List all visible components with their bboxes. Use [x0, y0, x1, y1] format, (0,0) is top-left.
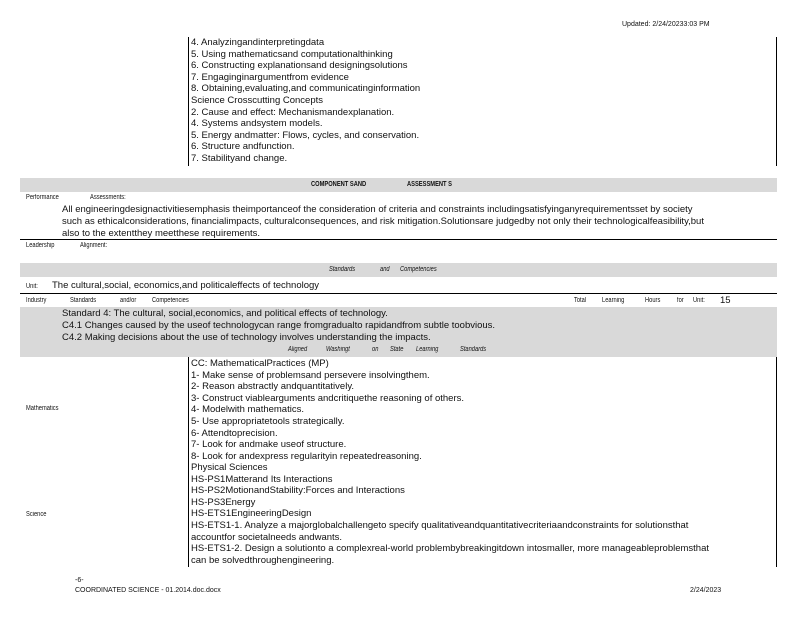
math-practice: 7- Look for andmake useof structure. — [191, 439, 347, 451]
science-standard: HS-ETS1-2. Design a solutionto a complexreal-world problembybreakingitdown intosmaller, more manageableproblemsthat — [191, 543, 710, 555]
total-col: Total — [574, 297, 587, 304]
math-practice: 4- Modelwith mathematics. — [191, 404, 304, 416]
practices-line: 6. Structure andfunction. — [191, 141, 295, 153]
practices-line: 4. Systems andsystem models. — [191, 118, 323, 130]
learning-word: Learning — [416, 346, 439, 353]
left-border — [188, 37, 189, 166]
mathematics-lines — [191, 358, 464, 462]
page-number: -6- — [75, 577, 84, 584]
standards-word: Standards — [329, 266, 356, 273]
unit-hours-value: 15 — [720, 295, 731, 306]
math-practice: 3- Construct viablearguments andcritiquethe reasoning of others. — [191, 392, 465, 404]
science-standard: HS-ETS1-1. Analyze a majorglobalchallengeto specify qualitativeandquantitativecriteriaandconstraints for solutionsthat — [191, 519, 689, 531]
unit-col: Unit: — [693, 297, 705, 304]
standard-item: Standard 4: The cultural, social,economics, and political effects of technology. — [62, 308, 388, 319]
practices-line: 5. Using mathematicsand computationalthinking — [191, 48, 393, 60]
aligned-word: Aligned — [288, 346, 308, 353]
performance-label: Performance — [26, 194, 59, 201]
science-heading: Physical Sciences — [191, 462, 268, 473]
math-practice: 1- Make sense of problemsand persevere insolvingthem. — [191, 369, 430, 381]
washington-word: Washingt — [326, 346, 350, 353]
footer-filename: COORDINATED SCIENCE - 01.2014.doc.docx — [75, 587, 221, 594]
science-lines — [191, 462, 709, 566]
standard-item: C4.1 Changes caused by the useof technologycan range fromgradualto rapidandfrom subtle toobvious. — [62, 320, 496, 331]
components-band — [20, 178, 777, 192]
practices-line: 7. Stabilityand change. — [191, 152, 288, 164]
math-practice: 8- Look for andexpress regularityin repeatedreasoning. — [191, 450, 422, 462]
science-label: Science — [26, 511, 47, 518]
on-word: on — [372, 346, 379, 353]
divider — [20, 239, 777, 240]
right-border — [776, 37, 777, 166]
leadership-label: Leadership — [26, 242, 55, 249]
science-standard: HS-PS2MotionandStability:Forces and Interactions — [191, 485, 405, 497]
divider — [20, 293, 777, 294]
math-practice: 2- Reason abstractly andquantitatively. — [191, 381, 354, 393]
practices-line: 5. Energy andmatter: Flows, cycles, and conservation. — [191, 129, 420, 141]
alignment-label: Alignment: — [80, 242, 108, 249]
math-heading: CC: MathematicalPractices (MP) — [191, 358, 329, 369]
science-standard: HS-PS3Energy — [191, 496, 256, 508]
updated-timestamp: Updated: 2/24/20233:03 PM — [622, 21, 710, 28]
performance-text-line: such as ethicalconsiderations, financialimpacts, culturalconsequences, and risk mitigation.Solutionsare judgedby not only their technologicalfeasibility,but — [62, 216, 704, 227]
practices-list — [191, 37, 420, 165]
industry-col: Industry — [26, 297, 47, 304]
and-word: and — [380, 266, 390, 273]
crosscutting-heading: Science Crosscutting Concepts — [191, 94, 324, 106]
learning-col: Learning — [602, 297, 625, 304]
standards-band — [20, 263, 777, 277]
performance-text-line: also to the extentthey meetthese requirements. — [62, 228, 261, 239]
practices-line: 6. Constructing explanationsand designingsolutions — [191, 60, 408, 72]
performance-text-line: All engineeringdesignactivitiesemphasis theimportanceof the consideration of criteria and constraints includingsatisfyinganyrequirementsset by society — [62, 204, 693, 215]
competencies-col: Competencies — [152, 297, 189, 304]
standard-item: C4.2 Making decisions about the use of technology involves understanding the impacts. — [62, 332, 431, 343]
right-border — [776, 357, 777, 567]
science-standard: accountfor societalneeds andwants. — [191, 531, 343, 543]
mathematics-label: Mathematics — [26, 405, 59, 412]
state-word: State — [390, 346, 404, 353]
assessments-label: ASSESSMENT S — [407, 181, 452, 188]
competencies-word: Competencies — [400, 266, 437, 273]
assessments-sublabel: Assessments: — [90, 194, 126, 201]
science-standard: HS-ETS1EngineeringDesign — [191, 508, 312, 520]
practices-line: 2. Cause and effect: Mechanismandexplanation. — [191, 106, 395, 118]
practices-line: 4. Analyzingandinterpretingdata — [191, 37, 325, 48]
left-border — [188, 357, 189, 567]
andor-col: and/or — [120, 297, 137, 304]
math-practice: 5- Use appropriatetools strategically. — [191, 415, 345, 427]
practices-line: 8. Obtaining,evaluating,and communicatinginformation — [191, 83, 421, 95]
hours-col: Hours — [645, 297, 661, 304]
components-label: COMPONENT SAND — [311, 181, 367, 188]
footer-date: 2/24/2023 — [690, 587, 722, 594]
practices-line: 7. Engaginginargumentfrom evidence — [191, 71, 349, 83]
science-standard: HS-PS1Matterand Its Interactions — [191, 473, 333, 485]
standards-col: Standards — [70, 297, 97, 304]
science-standard: can be solvedthroughengineering. — [191, 554, 335, 566]
unit-title: The cultural,social, economics,and politicaleffects of technology — [52, 280, 320, 291]
unit-label: Unit: — [26, 283, 38, 290]
for-col: for — [677, 297, 684, 304]
math-practice: 6- Attendtoprecision. — [191, 427, 278, 439]
standards-word: Standards — [460, 346, 487, 353]
